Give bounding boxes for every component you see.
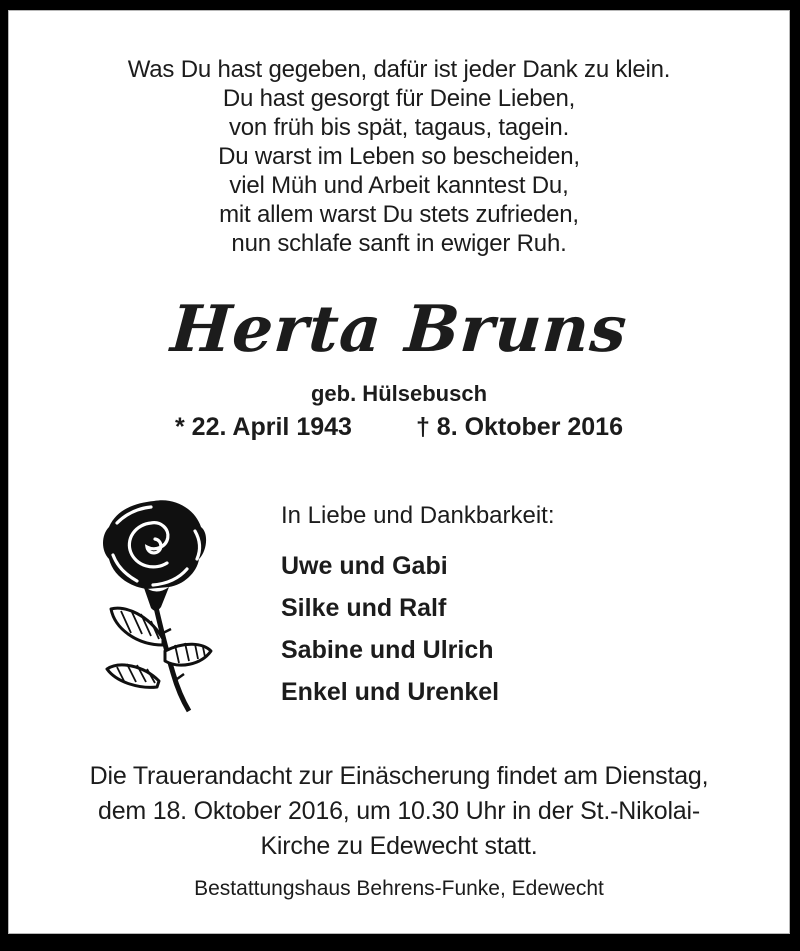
- mourner-name: Uwe und Gabi: [281, 552, 448, 580]
- poem-line: Was Du hast gegeben, dafür ist jeder Dank zu klein.: [127, 56, 671, 83]
- poem-line: Du hast gesorgt für Deine Lieben,: [222, 85, 576, 112]
- death-date: † 8. Oktober 2016: [415, 413, 623, 441]
- mourners-list: [281, 493, 555, 713]
- announcement-line: dem 18. Oktober 2016, um 10.30 Uhr in der St.-Nikolai-: [98, 797, 700, 825]
- mourner-name: Silke und Ralf: [281, 594, 447, 622]
- poem-line: nun schlafe sanft in ewiger Ruh.: [231, 230, 567, 257]
- poem-line: von früh bis spät, tagaus, tagein.: [228, 114, 570, 141]
- memorial-poem: [9, 55, 789, 258]
- funeral-home-line: Bestattungshaus Behrens-Funke, Edewecht: [194, 877, 604, 900]
- birth-date: * 22. April 1943: [174, 413, 352, 441]
- deceased-name: Herta Bruns: [168, 292, 630, 367]
- maiden-name: geb. Hülsebusch: [310, 381, 488, 406]
- mourning-intro: In Liebe und Dankbarkeit:: [281, 502, 555, 529]
- poem-line: Du warst im Leben so bescheiden,: [218, 143, 580, 170]
- mourning-section: [91, 493, 789, 715]
- poem-line: mit allem warst Du stets zufrieden,: [219, 201, 579, 228]
- rose-icon: [91, 493, 223, 715]
- funeral-announcement: [9, 759, 789, 864]
- obituary-notice: [8, 10, 790, 934]
- mourner-name: Enkel und Urenkel: [281, 678, 500, 706]
- poem-line: viel Müh und Arbeit kanntest Du,: [229, 172, 569, 199]
- life-dates: [9, 412, 789, 443]
- announcement-line: Kirche zu Edewecht statt.: [260, 832, 538, 860]
- announcement-line: Die Trauerandacht zur Einäscherung findet am Dienstag,: [89, 762, 709, 790]
- mourner-name: Sabine und Ulrich: [281, 636, 494, 664]
